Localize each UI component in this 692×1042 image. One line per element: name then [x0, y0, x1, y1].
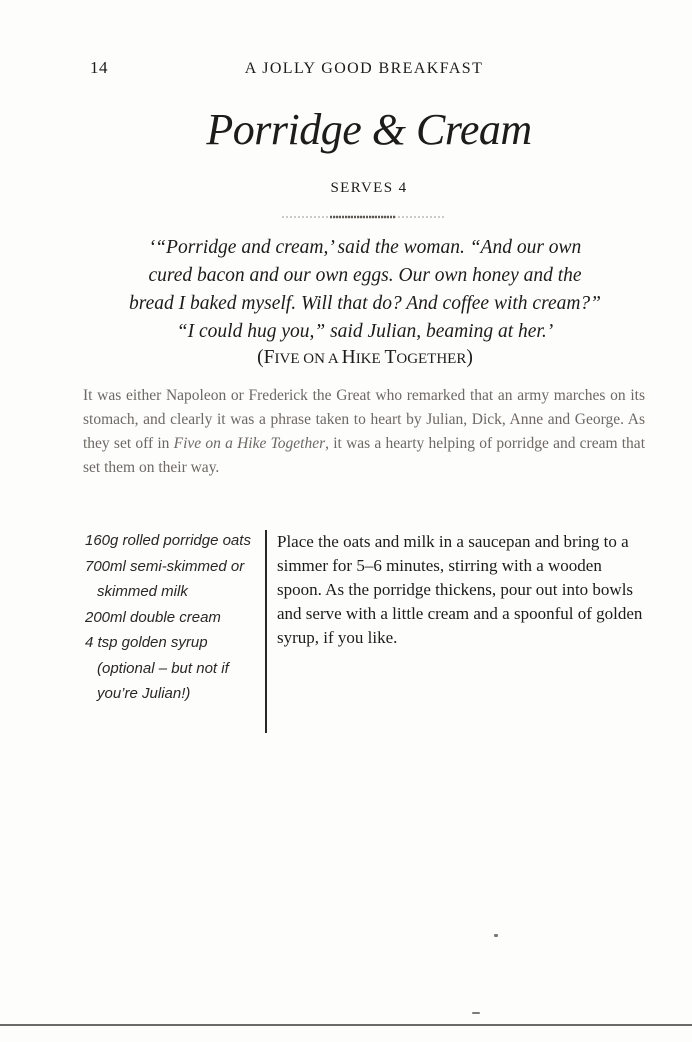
page-bottom-edge	[0, 1024, 692, 1026]
ingredient-item: 200ml double cream	[85, 608, 221, 626]
column-divider	[265, 530, 267, 733]
running-head: A JOLLY GOOD BREAKFAST	[244, 60, 484, 77]
ingredients-list	[85, 528, 263, 707]
ingredient-item: 4 tsp golden syrup (optional – but not if you’re Julian!)	[85, 634, 229, 702]
method-text: Place the oats and milk in a saucepan and bring to a simmer for 5–6 minutes, stirring with a wooden spoon. As the porridge thickens, pour out into bowls and serve with a little cream and a spoonful of golden syrup, if you like.	[277, 532, 643, 647]
ingredient-item: 160g rolled porridge oats	[85, 532, 251, 549]
quote-line: bread I baked myself. Will that do? And coffee with cream?”	[128, 293, 602, 314]
scan-speck	[494, 934, 498, 937]
quote-source: (FIVE ON A HIKE TOGETHER)	[257, 347, 473, 368]
intro-paragraph: It was either Napoleon or Frederick the Great who remarked that an army marches on its stomach, and clearly it was a phrase taken to heart by Julian, Dick, Anne and George. As they set off in Five on a Hike Together, it was a hearty helping of porridge and cream that set them on their way.	[83, 387, 645, 476]
quote-line: cured bacon and our own eggs. Our own honey and the	[148, 265, 582, 286]
book-title: Five on a Hike Together	[173, 435, 326, 452]
recipe-title: Porridge & Cream	[206, 105, 532, 154]
quote-line: “I could hug you,” said Julian, beaming at her.’	[176, 321, 554, 342]
ornamental-divider	[282, 214, 444, 220]
page-number: 14	[90, 58, 108, 77]
serves-label: SERVES 4	[330, 180, 408, 196]
quote-line: ‘“Porridge and cream,’ said the woman. “And our own	[148, 237, 582, 258]
scan-speck	[472, 1012, 480, 1014]
epigraph-quote	[80, 234, 650, 346]
ingredient-item: 700ml semi-skimmed or skimmed milk	[85, 557, 245, 600]
